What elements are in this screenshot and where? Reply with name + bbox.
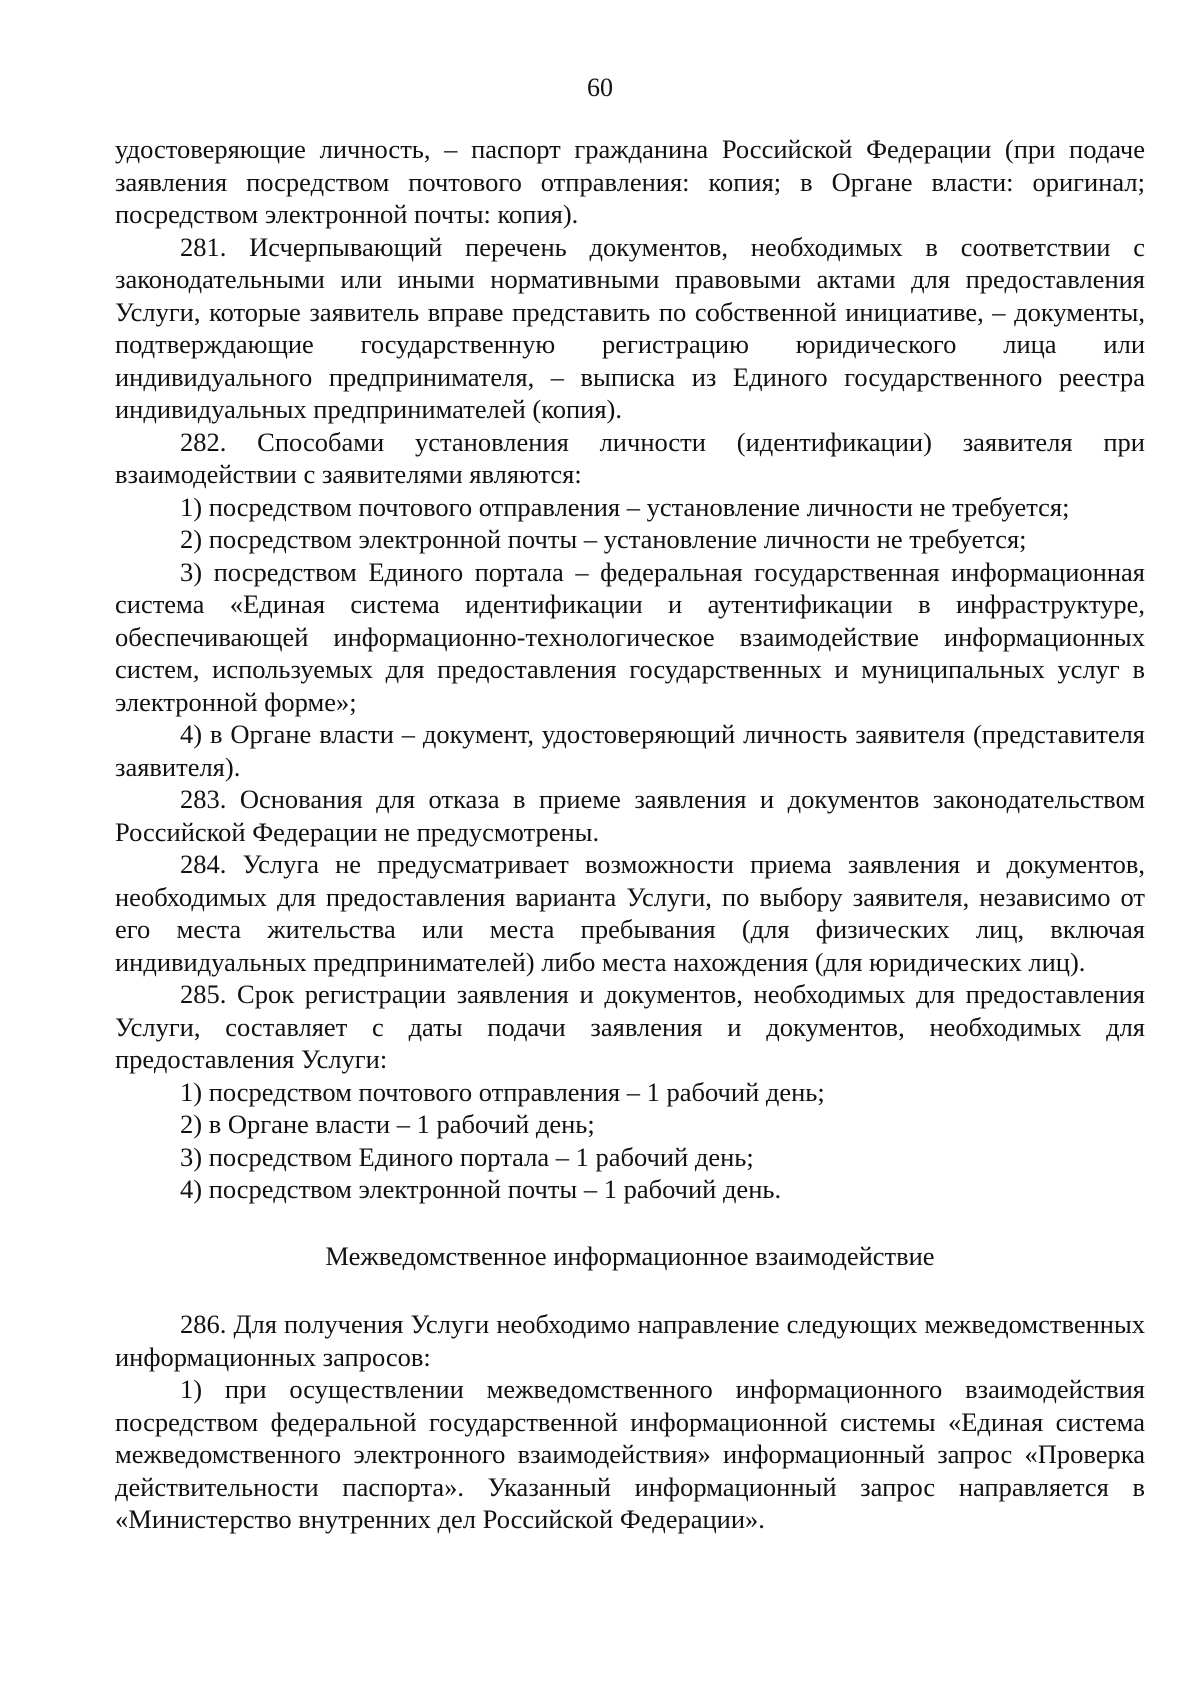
page-number: 60: [587, 73, 613, 102]
paragraph-285-item-3: 3) посредством Единого портала – 1 рабочий день;: [180, 1141, 754, 1172]
paragraph-282-item-2: 2) посредством электронной почты – установление личности не требуется;: [180, 524, 1027, 554]
paragraph-285-item-1: 1) посредством почтового отправления – 1 рабочий день;: [180, 1076, 825, 1107]
paragraph-284: 284. Услуга не предусматривает возможности приема заявления и документов, необходимых для предоставления варианта Услуги, по выбору заявителя, независимо от его места жительства или места пребывания (для физических лиц, включая индивидуальных предпринимателей) либо места нахождения (для юридических лиц).: [115, 849, 1145, 977]
paragraph-285-item-2: 2) в Органе власти – 1 рабочий день;: [180, 1109, 595, 1139]
paragraph-continuation: удостоверяющие личность, – паспорт гражданина Российской Федерации (при подаче заявления посредством почтового отправления: копия; в Органе власти: оригинал; посредством электронной почты: копия).: [115, 134, 1145, 229]
paragraph-286: 286. Для получения Услуги необходимо направление следующих межведомственных информационных запросов:: [115, 1309, 1145, 1372]
paragraph-283: 283. Основания для отказа в приеме заявления и документов законодательством Российской Федерации не предусмотрены.: [115, 784, 1145, 847]
document-body: [115, 133, 1145, 1536]
paragraph-282-item-3: 3) посредством Единого портала – федеральная государственная информационная система «Единая система идентификации и аутентификации в инфраструктуре, обеспечивающей информационно-технологическое взаимодействие информационных систем, используемых для предоставления государственных и муниципальных услуг в электронной форме»;: [115, 556, 1145, 717]
paragraph-282-item-4: 4) в Органе власти – документ, удостоверяющий личность заявителя (представителя заявителя).: [115, 719, 1145, 782]
paragraph-282: 282. Способами установления личности (идентификации) заявителя при взаимодействии с заявителями являются:: [115, 426, 1145, 489]
section-heading: Межведомственное информационное взаимодействие: [325, 1240, 935, 1271]
paragraph-281: 281. Исчерпывающий перечень документов, необходимых в соответствии с законодательными или иными нормативными правовыми актами для предоставления Услуги, которые заявитель вправе представить по собственной инициативе, – документы, подтверждающие государственную регистрацию юридического лица или индивидуального предпринимателя, – выписка из Единого государственного реестра индивидуальных предпринимателей (копия).: [115, 231, 1145, 424]
paragraph-286-item-1: 1) при осуществлении межведомственного информационного взаимодействия посредством федеральной государственной информационной системы «Единая система межведомственного электронного взаимодействия» информационный запрос «Проверка действительности паспорта». Указанный информационный запрос направляется в «Министерство внутренних дел Российской Федерации».: [115, 1374, 1145, 1534]
paragraph-282-item-1: 1) посредством почтового отправления – установление личности не требуется;: [180, 491, 1070, 522]
paragraph-285-item-4: 4) посредством электронной почты – 1 рабочий день.: [180, 1174, 782, 1204]
paragraph-285: 285. Срок регистрации заявления и документов, необходимых для предоставления Услуги, составляет с даты подачи заявления и документов, необходимых для предоставления Услуги:: [115, 979, 1145, 1074]
